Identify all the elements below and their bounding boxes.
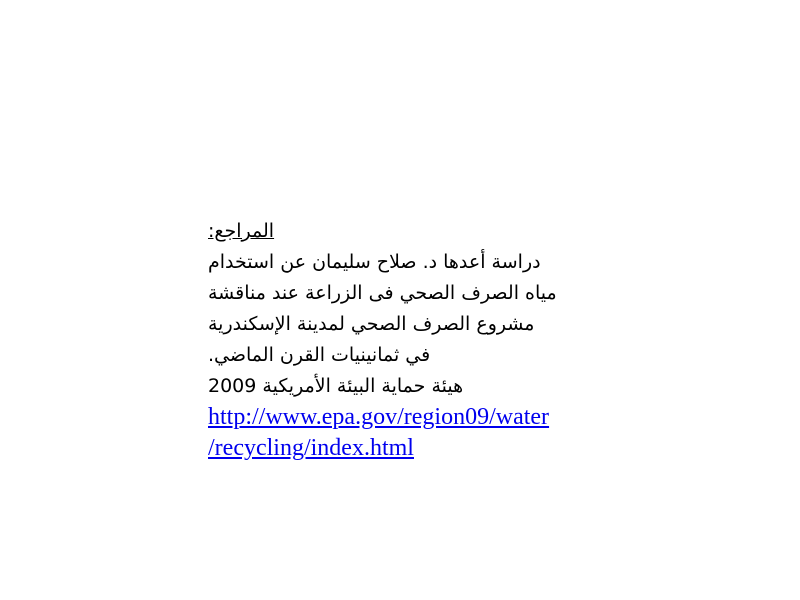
epa-link-line-2[interactable] [208, 433, 586, 464]
reference-line-4: في ثمانينيات القرن الماضي. [208, 344, 431, 366]
reference-line-2: مياه الصرف الصحي فى الزراعة عند مناقشة [208, 282, 557, 304]
epa-link-line-1[interactable] [208, 402, 586, 433]
reference-line-3: مشروع الصرف الصحي لمدينة الإسكندرية [208, 313, 535, 335]
reference-line-1: دراسة أعدها د. صلاح سليمان عن استخدام [208, 251, 541, 273]
epa-link-part-2[interactable]: /recycling/index.html [208, 435, 414, 461]
references-heading: المراجع: [208, 220, 275, 242]
references-block [208, 216, 586, 464]
reference-line-5: هيئة حماية البيئة الأمريكية 2009 [208, 375, 464, 397]
epa-link-part-1[interactable]: http://www.epa.gov/region09/water [208, 404, 550, 430]
